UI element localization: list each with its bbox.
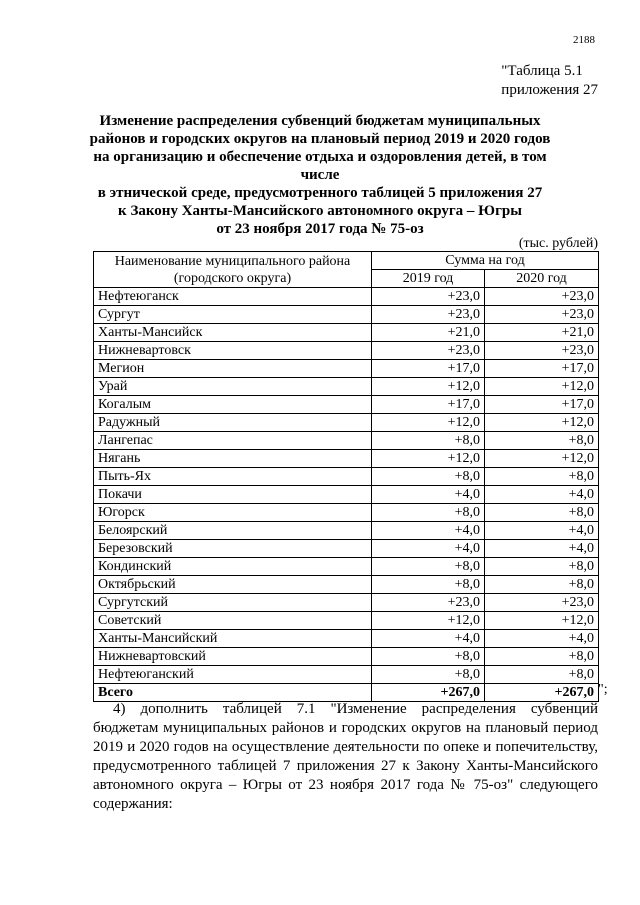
table-row — [94, 396, 599, 414]
district-name-cell: Белоярский — [94, 522, 372, 540]
amount-2019-cell: +17,0 — [372, 360, 485, 378]
amount-2019-cell: +23,0 — [372, 342, 485, 360]
paragraph-line: 2019 и 2020 годов на осуществление деятельности по опеке и попечительству, — [93, 739, 598, 755]
amount-2020-cell: +4,0 — [485, 540, 599, 558]
district-name-cell: Радужный — [94, 414, 372, 432]
district-name-cell: Нефтеюганск — [94, 288, 372, 306]
amount-2020-cell: +8,0 — [485, 576, 599, 594]
district-name-cell: Ханты-Мансийский — [94, 630, 372, 648]
amount-2020-cell: +23,0 — [485, 342, 599, 360]
table-row — [94, 288, 599, 306]
district-name-cell: Покачи — [94, 486, 372, 504]
amount-2019-cell: +8,0 — [372, 648, 485, 666]
amount-2019-cell: +23,0 — [372, 306, 485, 324]
amount-2019-cell: +4,0 — [372, 630, 485, 648]
table-row — [94, 576, 599, 594]
amount-2020-cell: +8,0 — [485, 666, 599, 684]
amount-2020-cell: +4,0 — [485, 630, 599, 648]
table-row — [94, 594, 599, 612]
paragraph-line: предусмотренного таблицей 7 приложения 27 к Закону Ханты-Мансийского — [93, 758, 598, 774]
table-reference-line-2: приложения 27 — [501, 82, 598, 98]
amount-2019-cell: +12,0 — [372, 378, 485, 396]
table-row — [94, 486, 599, 504]
amount-2019-cell: +12,0 — [372, 612, 485, 630]
amount-2019-cell: +17,0 — [372, 396, 485, 414]
district-name-cell: Когалым — [94, 396, 372, 414]
table-row — [94, 306, 599, 324]
district-name-cell: Кондинский — [94, 558, 372, 576]
table-row — [94, 630, 599, 648]
paragraph-line: содержания: — [93, 796, 173, 812]
amount-2020-cell: +21,0 — [485, 324, 599, 342]
district-name-cell: Октябрьский — [94, 576, 372, 594]
title-line: Изменение распределения субвенций бюджетам муниципальных — [99, 113, 541, 129]
table-row — [94, 468, 599, 486]
amount-2019-cell: +23,0 — [372, 594, 485, 612]
header-name-line-2: (городского округа) — [173, 270, 292, 286]
amount-2020-cell: +12,0 — [485, 612, 599, 630]
amount-2020-cell: +23,0 — [485, 306, 599, 324]
district-name-cell: Березовский — [94, 540, 372, 558]
table-row — [94, 342, 599, 360]
table-row — [94, 414, 599, 432]
paragraph-line: 4) дополнить таблицей 7.1 "Изменение распределения субвенций — [113, 701, 598, 717]
table-row — [94, 666, 599, 684]
amount-2020-cell: +23,0 — [485, 288, 599, 306]
district-name-cell: Нижневартовск — [94, 342, 372, 360]
title-line: от 23 ноября 2017 года № 75-оз — [216, 221, 424, 237]
amount-2020-cell: +4,0 — [485, 522, 599, 540]
table-row — [94, 522, 599, 540]
amount-2020-cell: +17,0 — [485, 396, 599, 414]
page-number: 2188 — [573, 34, 595, 46]
amount-2019-cell: +8,0 — [372, 504, 485, 522]
table-row — [94, 558, 599, 576]
table-row — [94, 324, 599, 342]
district-name-cell: Ханты-Мансийск — [94, 324, 372, 342]
amount-2020-cell: +267,0 — [485, 684, 599, 702]
amount-2019-cell: +12,0 — [372, 414, 485, 432]
amount-2019-cell: +8,0 — [372, 558, 485, 576]
table-row — [94, 540, 599, 558]
header-name — [94, 252, 372, 288]
paragraph-line: автономного округа – Югры от 23 ноября 2017 года № 75-оз" следующего — [93, 777, 598, 793]
district-name-cell: Советский — [94, 612, 372, 630]
title-line: районов и городских округов на плановый период 2019 и 2020 годов — [89, 131, 551, 147]
district-name-cell: Пыть-Ях — [94, 468, 372, 486]
title-line: к Закону Ханты-Мансийского автономного округа – Югры — [118, 203, 522, 219]
amendment-paragraph — [93, 700, 598, 814]
amount-2020-cell: +4,0 — [485, 486, 599, 504]
table-row — [94, 378, 599, 396]
district-name-cell: Нягань — [94, 450, 372, 468]
district-name-cell: Нижневартовский — [94, 648, 372, 666]
district-name-cell: Лангепас — [94, 432, 372, 450]
header-name-line-1: Наименование муниципального района — [114, 253, 351, 269]
table-row — [94, 360, 599, 378]
amount-2020-cell: +12,0 — [485, 378, 599, 396]
amount-2019-cell: +267,0 — [372, 684, 485, 702]
table-closing-mark: "; — [598, 682, 608, 697]
table-row — [94, 432, 599, 450]
amount-2020-cell: +12,0 — [485, 450, 599, 468]
amount-2020-cell: +8,0 — [485, 648, 599, 666]
table-reference — [501, 62, 598, 100]
table-reference-line-1: "Таблица 5.1 — [501, 63, 583, 79]
header-sum: Сумма на год — [372, 252, 599, 270]
district-name-cell: Сургут — [94, 306, 372, 324]
table-header-row — [94, 252, 599, 270]
district-name-cell: Урай — [94, 378, 372, 396]
amount-2020-cell: +17,0 — [485, 360, 599, 378]
paragraph-line: бюджетам муниципальных районов и городских округов на плановый период — [93, 720, 598, 736]
total-row — [94, 684, 599, 702]
district-name-cell: Всего — [94, 684, 372, 702]
header-year-2020: 2020 год — [485, 270, 599, 288]
amount-2019-cell: +23,0 — [372, 288, 485, 306]
district-name-cell: Мегион — [94, 360, 372, 378]
table-row — [94, 504, 599, 522]
table-row — [94, 612, 599, 630]
document-title — [80, 112, 560, 238]
amount-2020-cell: +8,0 — [485, 504, 599, 522]
amount-2020-cell: +8,0 — [485, 558, 599, 576]
amount-2020-cell: +12,0 — [485, 414, 599, 432]
amount-2019-cell: +8,0 — [372, 666, 485, 684]
amount-2019-cell: +4,0 — [372, 486, 485, 504]
amount-2020-cell: +8,0 — [485, 468, 599, 486]
amount-2019-cell: +4,0 — [372, 522, 485, 540]
amount-2019-cell: +8,0 — [372, 468, 485, 486]
table-row — [94, 450, 599, 468]
district-name-cell: Югорск — [94, 504, 372, 522]
amount-2019-cell: +8,0 — [372, 576, 485, 594]
district-name-cell: Нефтеюганский — [94, 666, 372, 684]
subvention-table — [93, 251, 599, 702]
units-label: (тыс. рублей) — [518, 236, 598, 251]
district-name-cell: Сургутский — [94, 594, 372, 612]
amount-2019-cell: +21,0 — [372, 324, 485, 342]
header-year-2019: 2019 год — [372, 270, 485, 288]
amount-2020-cell: +8,0 — [485, 432, 599, 450]
title-line: в этнической среде, предусмотренного таблицей 5 приложения 27 — [97, 185, 543, 201]
table-row — [94, 648, 599, 666]
amount-2019-cell: +12,0 — [372, 450, 485, 468]
amount-2020-cell: +23,0 — [485, 594, 599, 612]
amount-2019-cell: +8,0 — [372, 432, 485, 450]
title-line: на организацию и обеспечение отдыха и оздоровления детей, в том числе — [93, 149, 547, 183]
amount-2019-cell: +4,0 — [372, 540, 485, 558]
